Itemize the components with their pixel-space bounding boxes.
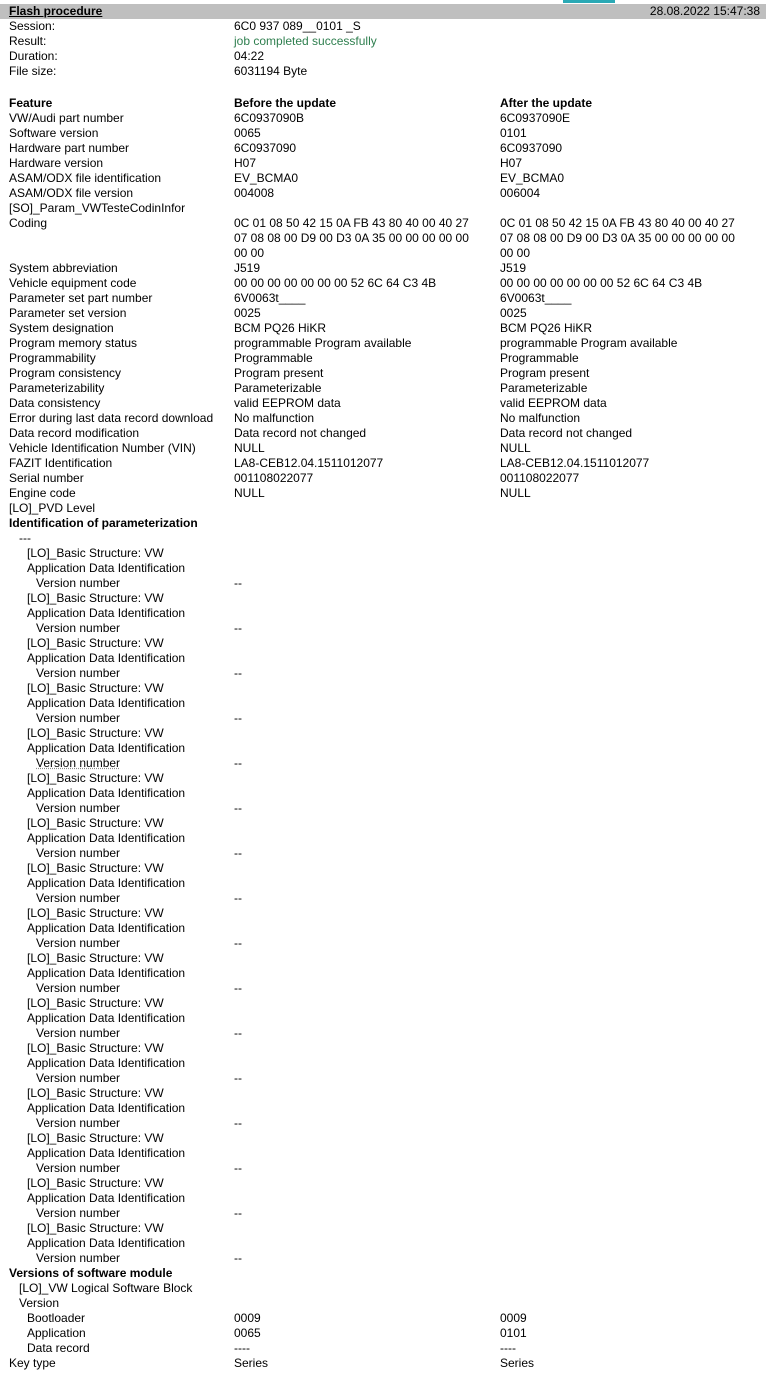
basic-structure-label: [LO]_Basic Structure: VW [27, 1131, 164, 1145]
row-label: Engine code [9, 486, 76, 500]
summary-row-result [0, 34, 766, 49]
application-data-identification-label: Application Data Identification [27, 1101, 186, 1115]
application-data-identification-label: Application Data Identification [27, 921, 186, 935]
parameterization-version-row [0, 846, 766, 861]
version-number-value: -- [234, 936, 242, 950]
row-value-after: H07 [500, 156, 523, 170]
table-row [0, 381, 766, 396]
coding-value-before: 0C 01 08 50 42 15 0A FB 43 80 40 00 40 27 [234, 216, 469, 230]
parameterization-appdata-row [0, 921, 766, 936]
version-number-label: Version number [36, 891, 121, 905]
row-value-after: 6C0937090E [500, 111, 571, 125]
session-value: 6C0 937 089__0101 _S [234, 19, 361, 33]
software-versions-heading-row [0, 1266, 766, 1281]
table-row [0, 186, 766, 201]
key-type-row [0, 1356, 766, 1371]
parameterization-appdata-row [0, 1191, 766, 1206]
result-label: Result: [9, 34, 47, 48]
table-row [0, 321, 766, 336]
version-number-value: -- [234, 1161, 242, 1175]
row-value-before: 6V0063t____ [234, 291, 306, 305]
basic-structure-label: [LO]_Basic Structure: VW [27, 861, 164, 875]
table-row [0, 126, 766, 141]
parameterization-structure-row [0, 1131, 766, 1146]
parameterization-appdata-row [0, 831, 766, 846]
parameterization-structure-row [0, 726, 766, 741]
coding-row [0, 231, 766, 246]
parameterization-structure-row [0, 1176, 766, 1191]
table-row [0, 426, 766, 441]
version-number-label: Version number [36, 576, 121, 590]
row-value-before: 6C0937090B [234, 111, 305, 125]
table-row [0, 111, 766, 126]
key-type-label: Key type [9, 1356, 56, 1370]
row-value-after: NULL [500, 486, 531, 500]
parameterization-version-row [0, 1206, 766, 1221]
version-number-value: -- [234, 621, 242, 635]
row-label: ASAM/ODX file version [9, 186, 134, 200]
row-value-before: EV_BCMA0 [234, 171, 299, 185]
software-version-label: Data record [27, 1341, 90, 1355]
row-value-before: Programmable [234, 351, 313, 365]
version-number-label: Version number [36, 1206, 121, 1220]
row-value-after: programmable Program available [500, 336, 678, 350]
basic-structure-label: [LO]_Basic Structure: VW [27, 1176, 164, 1190]
basic-structure-label: [LO]_Basic Structure: VW [27, 1221, 164, 1235]
logical-software-block-label: [LO]_VW Logical Software Block [19, 1281, 193, 1295]
row-label: Software version [9, 126, 99, 140]
parameterization-structure-row [0, 816, 766, 831]
table-row [0, 291, 766, 306]
basic-structure-label: [LO]_Basic Structure: VW [27, 906, 164, 920]
version-number-label: Version number [36, 1251, 121, 1265]
version-number-value: -- [234, 666, 242, 680]
version-number-value: -- [234, 801, 242, 815]
parameterization-appdata-row [0, 606, 766, 621]
row-label: VW/Audi part number [9, 111, 124, 125]
row-value-after: Data record not changed [500, 426, 633, 440]
parameterization-version-row [0, 1071, 766, 1086]
software-version-after: ---- [500, 1341, 516, 1355]
version-number-value: -- [234, 1071, 242, 1085]
parameterization-structure-row [0, 546, 766, 561]
version-number-label: Version number [36, 846, 121, 860]
row-label: Programmability [9, 351, 96, 365]
parameterization-version-row [0, 891, 766, 906]
row-label: Data consistency [9, 396, 101, 410]
window-titlebar [0, 4, 766, 19]
parameterization-structure-row [0, 681, 766, 696]
table-row [0, 441, 766, 456]
basic-structure-label: [LO]_Basic Structure: VW [27, 726, 164, 740]
row-value-before: Parameterizable [234, 381, 322, 395]
parameterization-structure-row [0, 861, 766, 876]
table-rows-part-2 [0, 261, 766, 516]
application-data-identification-label: Application Data Identification [27, 1011, 186, 1025]
row-value-before: No malfunction [234, 411, 315, 425]
software-version-label: Application [27, 1326, 86, 1340]
table-row [0, 456, 766, 471]
software-version-after: 0009 [500, 1311, 527, 1325]
version-number-label: Version number [36, 1161, 121, 1175]
duration-label: Duration: [9, 49, 58, 63]
parameterization-structure-row [0, 906, 766, 921]
parameterization-appdata-row [0, 876, 766, 891]
row-value-after: J519 [500, 261, 527, 275]
row-value-after: 6V0063t____ [500, 291, 572, 305]
coding-value-after: 07 08 08 00 D9 00 D3 0A 35 00 00 00 00 00 [500, 231, 735, 245]
row-label: Program memory status [9, 336, 138, 350]
version-number-label: Version number [36, 936, 121, 950]
row-value-before: 6C0937090 [234, 141, 297, 155]
application-data-identification-label: Application Data Identification [27, 966, 186, 980]
application-data-identification-label: Application Data Identification [27, 741, 186, 755]
parameterization-separator: --- [19, 531, 31, 545]
application-data-identification-label: Application Data Identification [27, 1191, 186, 1205]
parameterization-appdata-row [0, 966, 766, 981]
column-header-before: Before the update [234, 96, 337, 110]
row-value-before: valid EEPROM data [234, 396, 341, 410]
table-row [0, 411, 766, 426]
row-label: Program consistency [9, 366, 122, 380]
version-number-value: -- [234, 1251, 242, 1265]
row-label: ASAM/ODX file identification [9, 171, 162, 185]
software-version-after: 0101 [500, 1326, 527, 1340]
basic-structure-label: [LO]_Basic Structure: VW [27, 636, 164, 650]
application-data-identification-label: Application Data Identification [27, 1146, 186, 1160]
parameterization-version-row [0, 1026, 766, 1041]
basic-structure-label: [LO]_Basic Structure: VW [27, 591, 164, 605]
parameterization-appdata-row [0, 786, 766, 801]
row-label: Error during last data record download [9, 411, 214, 425]
row-label: FAZIT Identification [9, 456, 113, 470]
coding-row [0, 216, 766, 231]
coding-block [0, 216, 766, 261]
coding-value-after: 00 00 [500, 246, 531, 260]
table-row [0, 261, 766, 276]
version-number-label: Version number [36, 756, 121, 770]
row-value-before: 0065 [234, 126, 261, 140]
row-value-before: Data record not changed [234, 426, 367, 440]
result-value: job completed successfully [234, 34, 377, 48]
row-value-before: 00 00 00 00 00 00 00 52 6C 64 C3 4B [234, 276, 437, 290]
row-label: Vehicle Identification Number (VIN) [9, 441, 196, 455]
parameterization-version-row [0, 936, 766, 951]
version-number-label: Version number [36, 1116, 121, 1130]
key-type-before: Series [234, 1356, 269, 1370]
row-value-before: 001108022077 [234, 471, 314, 485]
software-version-before: 0065 [234, 1326, 261, 1340]
session-label: Session: [9, 19, 56, 33]
software-version-subheading: Version [19, 1296, 60, 1310]
parameterization-structure-row [0, 1041, 766, 1056]
table-row [0, 486, 766, 501]
application-data-identification-label: Application Data Identification [27, 876, 186, 890]
parameterization-appdata-row [0, 741, 766, 756]
software-version-row [0, 1341, 766, 1356]
parameterization-appdata-row [0, 1011, 766, 1026]
row-value-after: 001108022077 [500, 471, 580, 485]
row-label: System designation [9, 321, 114, 335]
table-row [0, 141, 766, 156]
table-row [0, 171, 766, 186]
parameterization-structure-row [0, 996, 766, 1011]
basic-structure-label: [LO]_Basic Structure: VW [27, 1041, 164, 1055]
page-title: Flash procedure [9, 4, 103, 18]
table-row [0, 501, 766, 516]
basic-structure-label: [LO]_Basic Structure: VW [27, 951, 164, 965]
row-value-after: 0101 [500, 126, 527, 140]
row-label: Parameter set version [9, 306, 127, 320]
software-version-subheading-row [0, 1296, 766, 1311]
row-label: Parameterizability [9, 381, 105, 395]
row-label: System abbreviation [9, 261, 118, 275]
application-data-identification-label: Application Data Identification [27, 561, 186, 575]
parameterization-heading: Identification of parameterization [9, 516, 198, 530]
timestamp: 28.08.2022 15:47:38 [649, 4, 760, 18]
teal-accent-bar [563, 0, 615, 3]
software-versions-heading: Versions of software module [9, 1266, 173, 1280]
table-row [0, 201, 766, 216]
parameterization-appdata-row [0, 1236, 766, 1251]
parameterization-block-list [0, 546, 766, 1266]
coding-row [0, 246, 766, 261]
table-header-row [0, 96, 766, 111]
version-number-label: Version number [36, 801, 121, 815]
row-value-before: Program present [234, 366, 324, 380]
row-value-before: 004008 [234, 186, 275, 200]
table-row [0, 351, 766, 366]
logical-software-block-row [0, 1281, 766, 1296]
row-label: Hardware version [9, 156, 104, 170]
summary-row-filesize [0, 64, 766, 79]
coding-value-before: 00 00 [234, 246, 265, 260]
summary-spacer [0, 79, 766, 96]
version-number-value: -- [234, 981, 242, 995]
version-number-value: -- [234, 1026, 242, 1040]
parameterization-appdata-row [0, 561, 766, 576]
version-number-label: Version number [36, 981, 121, 995]
row-value-after: NULL [500, 441, 531, 455]
row-value-after: EV_BCMA0 [500, 171, 565, 185]
application-data-identification-label: Application Data Identification [27, 696, 186, 710]
table-row [0, 471, 766, 486]
row-label: [SO]_Param_VWTesteCodinInfor [9, 201, 186, 215]
software-version-label: Bootloader [27, 1311, 86, 1325]
parameterization-version-row [0, 711, 766, 726]
row-label: Serial number [9, 471, 84, 485]
parameterization-appdata-row [0, 696, 766, 711]
table-row [0, 156, 766, 171]
row-value-before: BCM PQ26 HiKR [234, 321, 327, 335]
duration-value: 04:22 [234, 49, 265, 63]
version-number-label: Version number [36, 666, 121, 680]
row-value-before: 0025 [234, 306, 261, 320]
table-row [0, 336, 766, 351]
parameterization-structure-row [0, 771, 766, 786]
table-row [0, 366, 766, 381]
basic-structure-label: [LO]_Basic Structure: VW [27, 546, 164, 560]
version-number-value: -- [234, 576, 242, 590]
basic-structure-label: [LO]_Basic Structure: VW [27, 996, 164, 1010]
table-rows-part-1 [0, 111, 766, 216]
row-value-after: Program present [500, 366, 590, 380]
row-value-before: LA8-CEB12.04.1511012077 [234, 456, 384, 470]
parameterization-version-row [0, 1251, 766, 1266]
software-version-before: 0009 [234, 1311, 261, 1325]
software-version-before: ---- [234, 1341, 250, 1355]
summary-row-duration [0, 49, 766, 64]
key-type-after: Series [500, 1356, 535, 1370]
row-value-after: 6C0937090 [500, 141, 563, 155]
row-value-after: 0025 [500, 306, 527, 320]
coding-label: Coding [9, 216, 48, 230]
column-header-after: After the update [500, 96, 593, 110]
application-data-identification-label: Application Data Identification [27, 651, 186, 665]
row-value-before: NULL [234, 486, 265, 500]
parameterization-appdata-row [0, 1101, 766, 1116]
parameterization-appdata-row [0, 1146, 766, 1161]
parameterization-heading-row [0, 516, 766, 531]
coding-value-after: 0C 01 08 50 42 15 0A FB 43 80 40 00 40 27 [500, 216, 735, 230]
row-value-after: 00 00 00 00 00 00 00 52 6C 64 C3 4B [500, 276, 703, 290]
software-version-row [0, 1326, 766, 1341]
parameterization-version-row [0, 666, 766, 681]
basic-structure-label: [LO]_Basic Structure: VW [27, 816, 164, 830]
column-header-feature: Feature [9, 96, 53, 110]
version-number-value: -- [234, 891, 242, 905]
software-version-row [0, 1311, 766, 1326]
parameterization-appdata-row [0, 651, 766, 666]
parameterization-structure-row [0, 591, 766, 606]
row-value-after: 006004 [500, 186, 541, 200]
parameterization-version-row [0, 1116, 766, 1131]
row-value-after: valid EEPROM data [500, 396, 607, 410]
row-label: [LO]_PVD Level [9, 501, 96, 515]
parameterization-structure-row [0, 636, 766, 651]
table-row [0, 276, 766, 291]
row-value-before: J519 [234, 261, 261, 275]
table-row [0, 396, 766, 411]
version-number-label: Version number [36, 711, 121, 725]
basic-structure-label: [LO]_Basic Structure: VW [27, 1086, 164, 1100]
application-data-identification-label: Application Data Identification [27, 1236, 186, 1250]
parameterization-structure-row [0, 1221, 766, 1236]
application-data-identification-label: Application Data Identification [27, 786, 186, 800]
row-value-before: programmable Program available [234, 336, 412, 350]
row-label: Vehicle equipment code [9, 276, 137, 290]
row-value-after: Programmable [500, 351, 579, 365]
parameterization-separator-row [0, 531, 766, 546]
parameterization-version-row [0, 981, 766, 996]
parameterization-version-row [0, 801, 766, 816]
row-value-after: LA8-CEB12.04.1511012077 [500, 456, 650, 470]
row-value-after: Parameterizable [500, 381, 588, 395]
application-data-identification-label: Application Data Identification [27, 831, 186, 845]
row-label: Parameter set part number [9, 291, 153, 305]
row-label: Data record modification [9, 426, 140, 440]
filesize-label: File size: [9, 64, 57, 78]
version-number-value: -- [234, 1116, 242, 1130]
version-number-value: -- [234, 711, 242, 725]
coding-value-before: 07 08 08 00 D9 00 D3 0A 35 00 00 00 00 00 [234, 231, 469, 245]
report-content [0, 19, 766, 1371]
version-number-value: -- [234, 1206, 242, 1220]
application-data-identification-label: Application Data Identification [27, 606, 186, 620]
software-version-rows [0, 1311, 766, 1356]
row-value-after: BCM PQ26 HiKR [500, 321, 593, 335]
filesize-value: 6031194 Byte [234, 64, 308, 78]
parameterization-appdata-row [0, 1056, 766, 1071]
application-data-identification-label: Application Data Identification [27, 1056, 186, 1070]
table-row [0, 306, 766, 321]
version-number-label: Version number [36, 1026, 121, 1040]
version-number-value: -- [234, 756, 242, 770]
basic-structure-label: [LO]_Basic Structure: VW [27, 681, 164, 695]
summary-row-session [0, 19, 766, 34]
version-number-label: Version number [36, 1071, 121, 1085]
version-number-label: Version number [36, 621, 121, 635]
parameterization-version-row [0, 756, 766, 771]
parameterization-version-row [0, 576, 766, 591]
row-value-after: No malfunction [500, 411, 581, 425]
parameterization-version-row [0, 621, 766, 636]
parameterization-structure-row [0, 1086, 766, 1101]
version-number-value: -- [234, 846, 242, 860]
row-value-before: H07 [234, 156, 257, 170]
parameterization-version-row [0, 1161, 766, 1176]
parameterization-structure-row [0, 951, 766, 966]
row-label: Hardware part number [9, 141, 130, 155]
row-value-before: NULL [234, 441, 265, 455]
basic-structure-label: [LO]_Basic Structure: VW [27, 771, 164, 785]
